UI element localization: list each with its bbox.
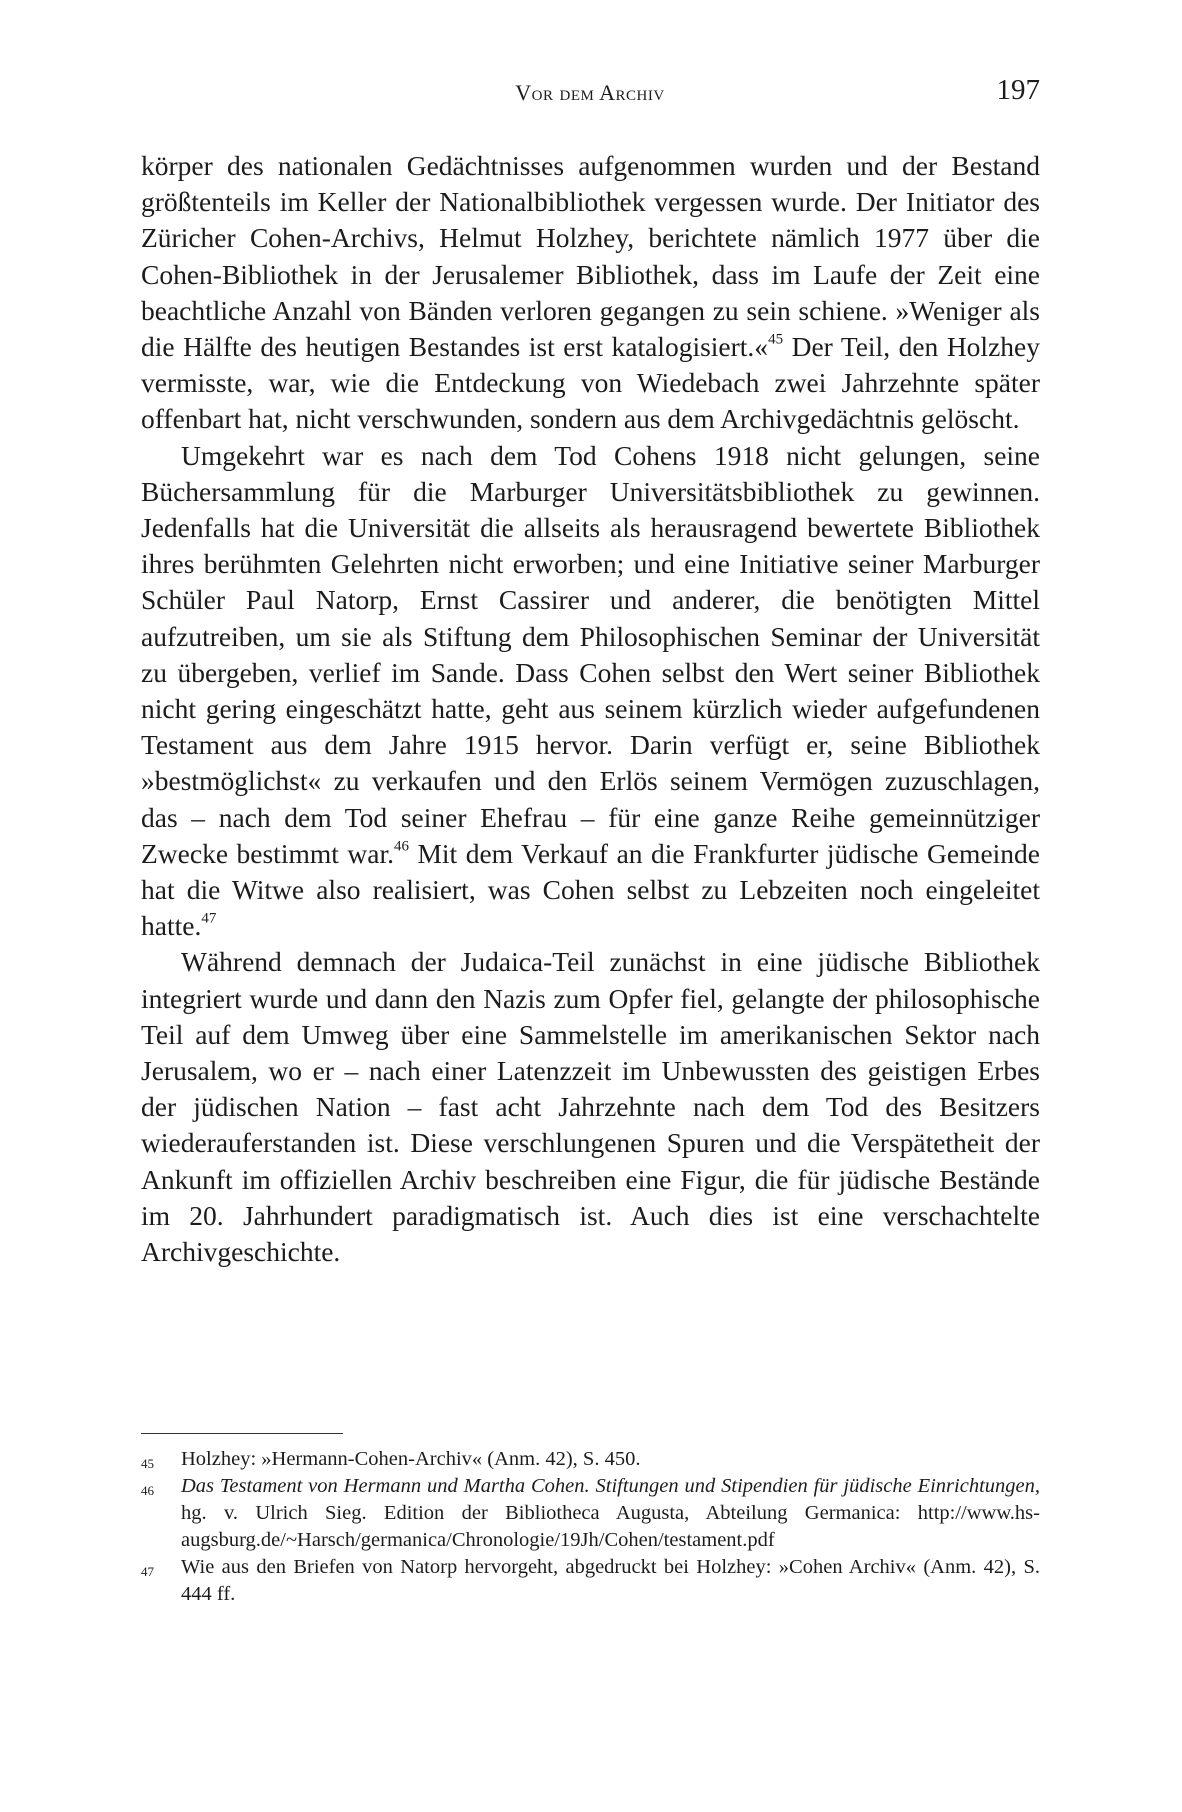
footnote-number: 46 <box>141 1483 154 1498</box>
footnote-47 <box>141 1554 1040 1608</box>
paragraph-1-text-b: Der Teil, den Holzhey vermisste, war, wie die Entdeckung von Wiedebach zwei Jahrzehnte später offenbart hat, nicht verschwunden, sondern aus dem Archivgedächtnis gelöscht. <box>141 331 1040 435</box>
running-head <box>140 70 1040 110</box>
footnote-number: 47 <box>141 1564 154 1579</box>
footnote-45 <box>141 1446 1040 1473</box>
paragraph-2-text-b: Mit dem Verkauf an die Frankfurter jüdische Gemeinde hat die Witwe also realisiert, was Cohen selbst zu Lebzeiten noch eingeleitet hatte. <box>141 837 1040 942</box>
footnote-ref-47[interactable]: 47 <box>201 910 217 927</box>
page-number: 197 <box>996 74 1040 106</box>
paragraph-1-text-a: körper des nationalen Gedächtnisses aufgenommen wurden und der Bestand größtenteils im Keller der Nationalbibliothek vergessen wurde. Der Initiator des Züricher Cohen-Archivs, Helmut Holzhey, berichtete nämlich 1977 über die Cohen-Bibliothek in der Jerusalemer Bibliothek, dass im Laufe der Zeit eine beachtliche Anzahl von Bänden verloren gegangen zu sein schiene. »Weniger als die Hälfte des heutigen Bestandes ist erst katalogisiert.« <box>141 150 1040 363</box>
body-text <box>141 148 1040 1270</box>
footnote-text: Holzhey: »Hermann-Cohen-Archiv« (Anm. 42), S. 450. <box>181 1448 641 1470</box>
running-title: Vor dem Archiv <box>515 80 665 105</box>
footnote-text: Wie aus den Briefen von Natorp hervorgeht, abgedruckt bei Holzhey: »Cohen Archiv« (Anm. 42), S. 444 ff. <box>181 1556 1040 1605</box>
footnote-title: Das Testament von Hermann und Martha Cohen. Stiftungen und Stipendien für jüdische Einrichtungen, <box>181 1475 1040 1497</box>
footnote-ref-45[interactable]: 45 <box>768 331 784 348</box>
paragraph-3-text: Während demnach der Judaica-Teil zunächst in eine jüdische Bibliothek integriert wurde und dann den Nazis zum Opfer fiel, gelangte der philosophische Teil auf dem Umweg über eine Sammelstelle im amerikanischen Sektor nach Jerusalem, wo er – nach einer Latenzzeit im Unbewussten des geistigen Erbes der jüdischen Nation – fast acht Jahrzehnte nach dem Tod des Besitzers wiederauferstanden ist. Diese verschlungenen Spuren und die Verspätetheit der Ankunft im offiziellen Archiv beschreiben eine Figur, die für jüdische Bestände im 20. Jahrhundert paradigmatisch ist. Auch dies ist eine verschachtelte Archivgeschichte. <box>141 946 1040 1268</box>
footnote-divider <box>141 1433 343 1434</box>
footnote-ref-46[interactable]: 46 <box>393 838 409 855</box>
footnote-number: 45 <box>141 1456 154 1471</box>
paragraph-2-text-a: Umgekehrt war es nach dem Tod Cohens 1918 nicht gelungen, seine Büchersammlung für die Marburger Universitätsbibliothek zu gewinnen. Jedenfalls hat die Universität die allseits als herausragend bewertete Bibliothek ihres berühmten Gelehrten nicht erworben; und eine Initiative seiner Marburger Schüler Paul Natorp, Ernst Cassirer und anderer, die benötigten Mittel aufzutreiben, um sie als Stiftung dem Philosophischen Seminar der Universität zu übergeben, verlief im Sande. Dass Cohen selbst den Wert seiner Bibliothek nicht gering eingeschätzt hatte, geht aus seinem kürzlich wieder aufgefundenen Testament aus dem Jahre 1915 hervor. Darin verfügt er, seine Bibliothek »bestmöglichst« zu verkaufen und den Erlös seinem Vermögen zuzuschlagen, das – nach dem Tod seiner Ehefrau – für eine ganze Reihe gemeinnütziger Zwecke bestimmt war. <box>141 439 1040 869</box>
footnotes <box>141 1446 1040 1608</box>
paragraph-2 <box>141 438 1040 945</box>
paragraph-3 <box>141 944 1040 1270</box>
footnote-text: hg. v. Ulrich Sieg. Edition der Bibliotheca Augusta, Abteilung Germanica: http://www.hs-augsburg.de/~Harsch/germanica/Chronologie/19Jh/Cohen/testament.pdf <box>181 1502 1040 1551</box>
paragraph-1 <box>141 148 1040 438</box>
footnote-46 <box>141 1473 1040 1554</box>
